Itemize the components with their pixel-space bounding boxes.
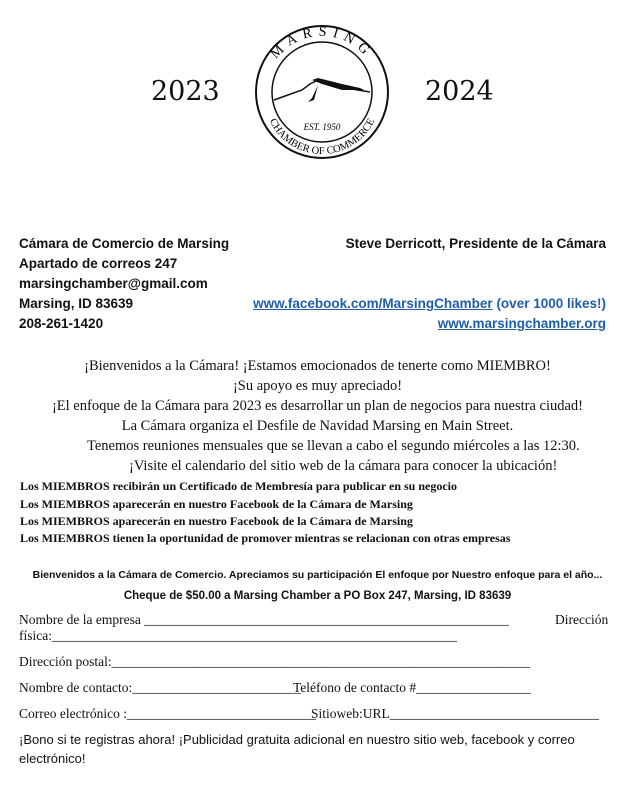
email: marsingchamber@gmail.com bbox=[19, 276, 208, 291]
physical-address-field[interactable]: física:____________________________________________________________ bbox=[19, 628, 457, 643]
physical-label-2: física: bbox=[19, 628, 52, 643]
welcome-line: ¡Bienvenidos a la Cámara! ¡Estamos emocionados de tenerte como MIEMBRO! bbox=[84, 358, 551, 374]
contact-name-field[interactable]: Nombre de contacto:_________________________ bbox=[19, 680, 301, 695]
company-label: Nombre de la empresa bbox=[19, 612, 141, 627]
benefit-item: Los MIEMBROS aparecerán en nuestro Facebook de la Cámara de Marsing bbox=[20, 497, 413, 511]
company-field[interactable]: Nombre de la empresa ______________________________________________________ bbox=[19, 612, 509, 627]
bonus-line: ¡Bono si te registras ahora! ¡Publicidad gratuita adicional en nuestro sitio web, facebook y correo bbox=[19, 732, 575, 747]
facebook-note: (over 1000 likes!) bbox=[496, 296, 606, 311]
check-line: Cheque de $50.00 a Marsing Chamber a PO Box 247, Marsing, ID 83639 bbox=[123, 590, 512, 602]
contact-label: Nombre de contacto: bbox=[19, 680, 133, 695]
postal-label: Dirección postal: bbox=[19, 654, 112, 669]
welcome-line: Tenemos reuniones mensuales que se llevan a cabo el segundo miércoles a las 12:30. bbox=[87, 438, 580, 454]
year-right: 2024 bbox=[425, 76, 494, 107]
phone: 208-261-1420 bbox=[19, 316, 104, 331]
postal-address-field[interactable]: Dirección postal:______________________________________________________________ bbox=[19, 654, 531, 669]
benefit-item: Los MIEMBROS recibirán un Certificado de Membresía para publicar en su negocio bbox=[20, 479, 457, 493]
benefit-item: Los MIEMBROS tienen la oportunidad de promover mientras se relacionan con otras empresas bbox=[20, 531, 511, 545]
email-label: Correo electrónico : bbox=[19, 706, 127, 721]
svg-text:MARSING: MARSING bbox=[267, 24, 377, 62]
org-name: Cámara de Comercio de Marsing bbox=[19, 236, 230, 251]
po-box: Apartado de correos 247 bbox=[19, 256, 178, 271]
welcome-line: La Cámara organiza el Desfile de Navidad Marsing en Main Street. bbox=[121, 418, 514, 434]
intro-text: Bienvenidos a la Cámara de Comercio. Apreciamos su participación El enfoque por Nuestro enfoque para el año... bbox=[32, 569, 603, 581]
welcome-line: ¡Visite el calendario del sitio web de la cámara para conocer la ubicación! bbox=[129, 458, 558, 474]
website-field[interactable]: Sitioweb:URL_______________________________ bbox=[311, 706, 600, 721]
welcome-line: ¡El enfoque de la Cámara para 2023 es desarrollar un plan de negocios para nuestra ciudad! bbox=[51, 398, 584, 414]
svg-text:EST. 1950: EST. 1950 bbox=[303, 122, 341, 132]
email-field[interactable]: Correo electrónico :____________________________ bbox=[19, 706, 316, 721]
welcome-line: ¡Su apoyo es muy apreciado! bbox=[232, 378, 403, 394]
phone-label: Teléfono de contacto # bbox=[293, 680, 417, 695]
chamber-logo bbox=[252, 22, 392, 162]
contact-phone-field[interactable]: Teléfono de contacto #_________________ bbox=[293, 680, 531, 695]
benefit-item: Los MIEMBROS aparecerán en nuestro Facebook de la Cámara de Marsing bbox=[20, 514, 413, 528]
website-label: Sitioweb:URL bbox=[311, 706, 390, 721]
physical-label-1: Dirección bbox=[555, 612, 609, 627]
website-link[interactable]: www.marsingchamber.org bbox=[437, 316, 606, 331]
facebook-link[interactable]: www.facebook.com/MarsingChamber bbox=[253, 296, 493, 311]
year-left: 2023 bbox=[151, 76, 220, 107]
bonus-line: electrónico! bbox=[19, 751, 86, 766]
svg-text:CHAMBER OF COMMERCE: CHAMBER OF COMMERCE bbox=[266, 116, 378, 158]
president: Steve Derricott, Presidente de la Cámara bbox=[345, 236, 606, 251]
facebook-line bbox=[253, 296, 606, 311]
city: Marsing, ID 83639 bbox=[19, 296, 134, 311]
